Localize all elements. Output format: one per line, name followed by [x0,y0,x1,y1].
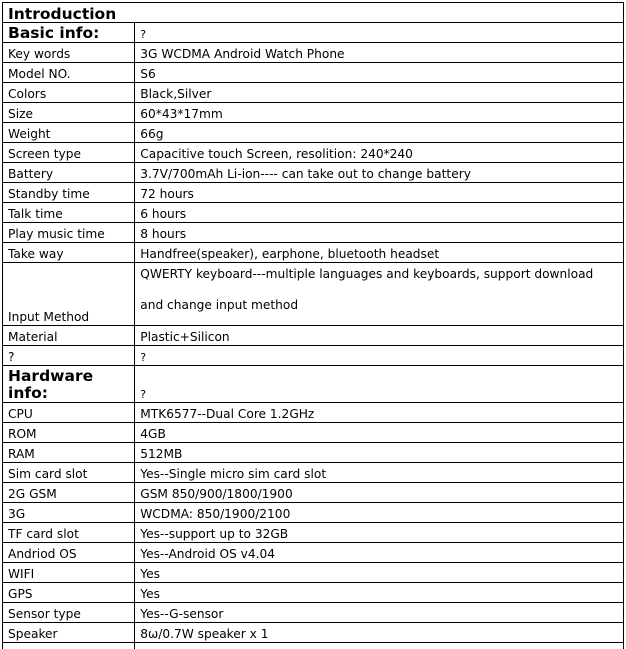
basic-info-row [3,103,624,123]
spec-value: 60*43*17mm [135,103,624,123]
spec-label: 2G GSM [3,483,135,503]
hardware-info-row [3,423,624,443]
spec-label: Andriod OS [3,543,135,563]
spec-label: Talk time [3,203,135,223]
spec-value: Capacitive touch Screen, resolition: 240*240 [135,143,624,163]
input-method-row [3,263,624,326]
basic-info-row [3,223,624,243]
hardware-info-placeholder: ? [135,366,624,403]
spec-label: 3G [3,503,135,523]
hardware-info-row [3,523,624,543]
spec-value: 8ω/0.7W speaker x 1 [135,623,624,643]
spec-value: 8 hours [135,223,624,243]
hardware-info-row [3,583,624,603]
basic-info-row [3,43,624,63]
spec-value: WCDMA: 850/1900/2100 [135,503,624,523]
spec-label: Sim card slot [3,463,135,483]
spec-value: 72 hours [135,183,624,203]
basic-info-row [3,63,624,83]
hardware-info-section-row [3,366,624,403]
material-value: Plastic+Silicon [135,326,624,346]
spec-value: Handfree(speaker), earphone, bluetooth headset [135,243,624,263]
input-method-value-line2: and change input method [140,298,619,313]
spec-label: Model NO. [3,63,135,83]
spec-value: Yes--Android OS v4.04 [135,543,624,563]
basic-info-row [3,83,624,103]
basic-info-placeholder: ? [135,23,624,43]
basic-info-heading: Basic info: [3,23,135,43]
hardware-info-row [3,483,624,503]
hardware-info-row [3,563,624,583]
spec-label: Size [3,103,135,123]
spec-table-middle [3,263,624,403]
spec-value: 6 hours [135,203,624,223]
spec-label: CPU [3,403,135,423]
spec-label: ROM [3,423,135,443]
basic-info-row [3,163,624,183]
spec-value: Black,Silver [135,83,624,103]
spec-value: 512MB [135,443,624,463]
basic-info-row [3,243,624,263]
hardware-info-row [3,443,624,463]
basic-info-section-row [3,23,624,43]
spec-label: Key words [3,43,135,63]
hardware-info-row [3,463,624,483]
spec-value: Yes--Single micro sim card slot [135,463,624,483]
blank-row-value: ? [135,346,624,366]
spec-value: 4GB [135,423,624,443]
material-label: Material [3,326,135,346]
input-method-value [135,263,624,326]
spec-label: Weight [3,123,135,143]
spec-label: Take way [3,243,135,263]
spec-value: 3.7V/700mAh Li-ion---- can take out to change battery [135,163,624,183]
spec-value: 3G WCDMA Android Watch Phone [135,43,624,63]
hardware-info-row [3,603,624,623]
hardware-info-row [3,543,624,563]
basic-info-rows [3,43,624,263]
spec-label: RAM [3,443,135,463]
basic-info-row [3,143,624,163]
spec-label: TF card slot [3,523,135,543]
spec-label: Battery [3,163,135,183]
hardware-info-row [3,503,624,523]
input-method-label: Input Method [3,263,135,326]
spec-value: S6 [135,63,624,83]
blank-row-label: ? [3,346,135,366]
hardware-info-row [3,403,624,423]
hardware-info-row [3,623,624,643]
spec-table [2,2,624,649]
spec-label: WIFI [3,563,135,583]
spec-label: Sensor type [3,603,135,623]
spec-value: GSM 850/900/1800/1900 [135,483,624,503]
spec-label: Speaker [3,623,135,643]
spec-value: Yes--G-sensor [135,603,624,623]
spec-value: Yes [135,563,624,583]
table-title: Introduction [3,3,624,23]
spec-label: Screen type [3,143,135,163]
hardware-info-heading: Hardware info: [3,366,135,403]
basic-info-row [3,203,624,223]
spec-value: MTK6577--Dual Core 1.2GHz [135,403,624,423]
hardware-info-rows [3,403,624,643]
spec-label: Play music time [3,223,135,243]
spec-label: Colors [3,83,135,103]
material-row [3,326,624,346]
blank-row [3,346,624,366]
spec-value: Yes--support up to 32GB [135,523,624,543]
spec-value: Yes [135,583,624,603]
spec-table-body [3,3,624,43]
spec-label: Standby time [3,183,135,203]
basic-info-row [3,123,624,143]
input-method-value-line1: QWERTY keyboard---multiple languages and keyboards, support download [140,266,619,282]
title-row [3,3,624,23]
spec-label: GPS [3,583,135,603]
spec-value: 66g [135,123,624,143]
basic-info-row [3,183,624,203]
